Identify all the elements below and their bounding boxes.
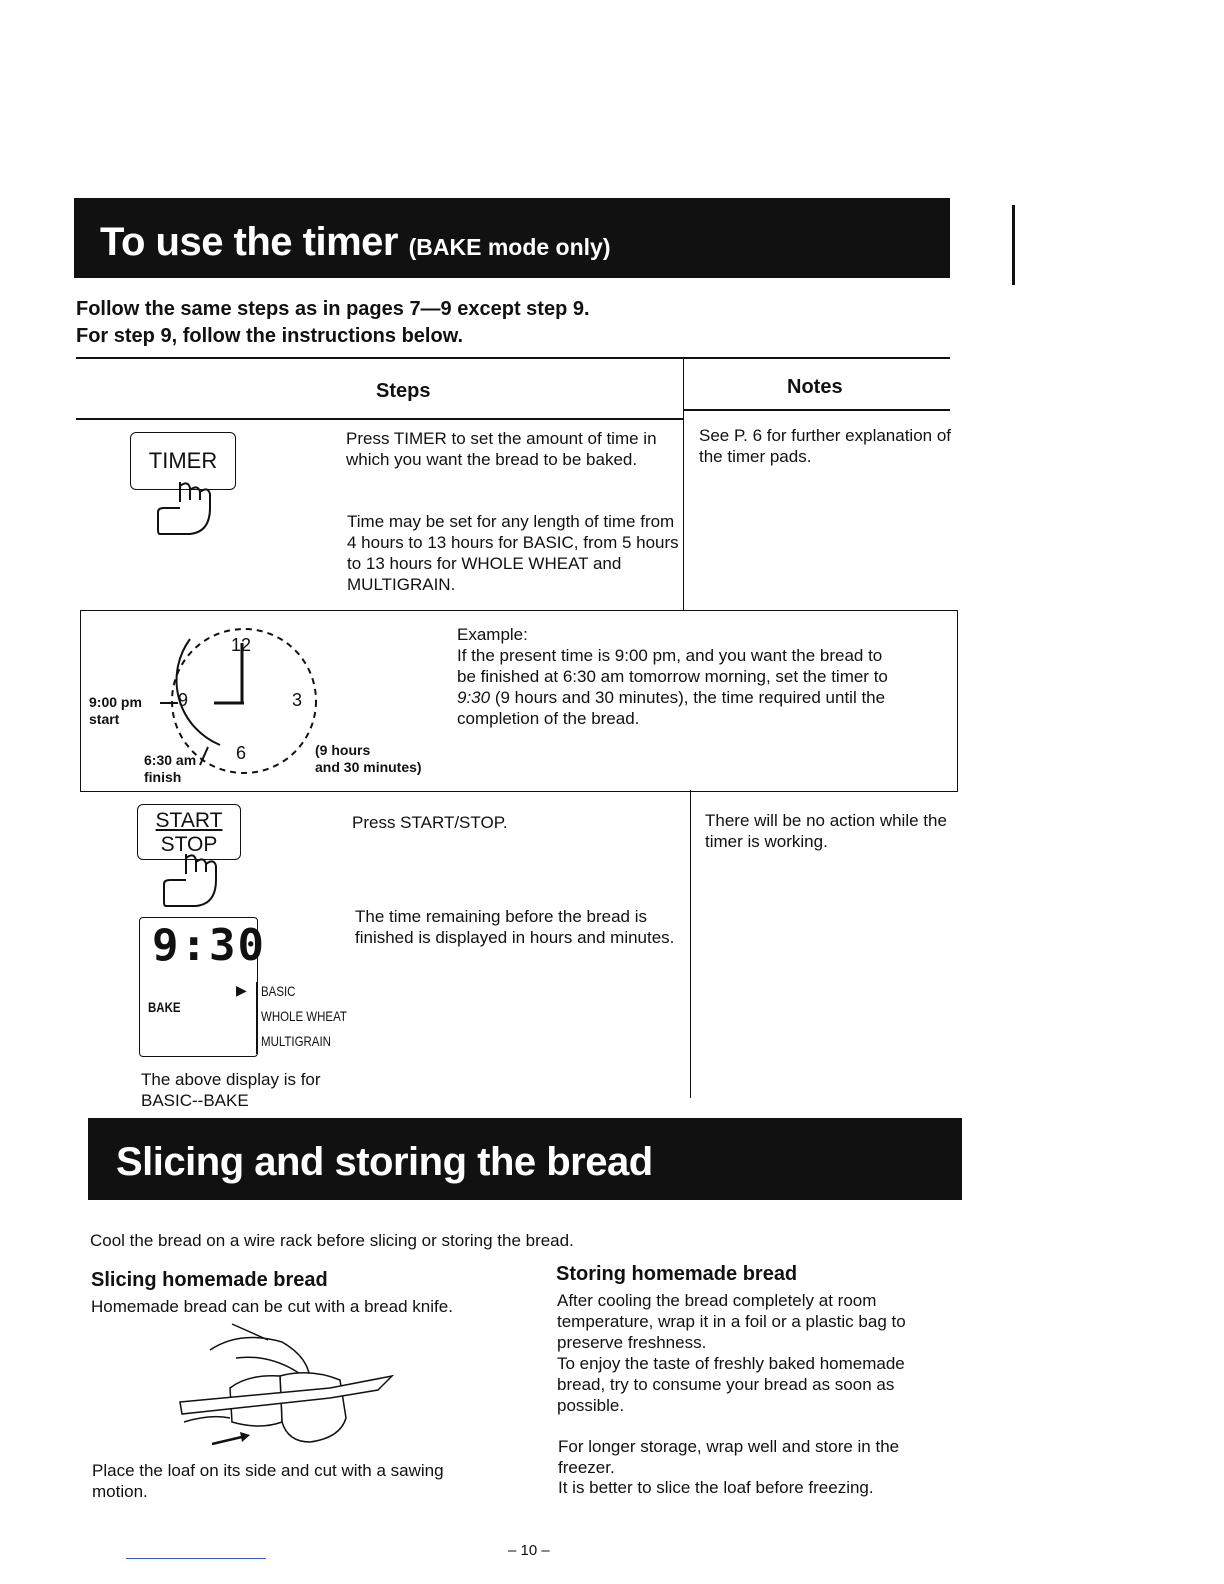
storing-text-2: To enjoy the taste of freshly baked homemade bread, try to consume your bread as soon as possible. xyxy=(557,1354,905,1415)
storing-text-4: It is better to slice the loaf before freezing. xyxy=(558,1478,874,1497)
duration-label xyxy=(315,742,422,776)
storing-heading: Storing homemade bread xyxy=(556,1263,798,1285)
slicing-section-banner xyxy=(88,1118,962,1200)
press-hand-icon-2 xyxy=(156,850,236,912)
example-heading: Example: xyxy=(457,625,528,644)
clock-3: 3 xyxy=(292,690,303,710)
start-word: start xyxy=(89,711,120,727)
footer-rule xyxy=(126,1558,266,1559)
timer-key-label: TIMER xyxy=(148,448,218,473)
lcd-menu-multigrain: MULTIGRAIN xyxy=(261,1033,331,1049)
start-step-text: Press START/STOP. xyxy=(352,813,508,832)
lcd-digits: 9:30 xyxy=(152,920,266,971)
slicing-section-title: Slicing and storing the bread xyxy=(116,1140,653,1184)
clock-9: 9 xyxy=(178,690,189,710)
lcd-menu-whole-wheat: WHOLE WHEAT xyxy=(261,1008,347,1024)
bread-knife-illustration xyxy=(170,1318,400,1453)
start-note-text: There will be no action while the timer is working. xyxy=(705,811,947,851)
example-text-part2: (9 hours and 30 minutes), the time required until the completion of the bread. xyxy=(457,688,886,728)
example-text-part1: If the present time is 9:00 pm, and you want the bread to be finished at 6:30 am tomorrow morning, set the timer to xyxy=(457,646,888,686)
timer-step-text-2: Time may be set for any length of time from 4 hours to 13 hours for BASIC, from 5 hours to 13 hours for WHOLE WHEAT and MULTIGRAIN. xyxy=(347,512,679,594)
intro-line-2: For step 9, follow the instructions below. xyxy=(76,325,464,347)
notes-header-rule xyxy=(684,409,950,411)
storing-text-1: After cooling the bread completely at room temperature, wrap it in a foil or a plastic bag to preserve freshness. xyxy=(557,1291,906,1352)
slicing-caption: Place the loaf on its side and cut with a sawing motion. xyxy=(92,1461,444,1501)
finish-word: finish xyxy=(144,769,182,785)
finish-pointer xyxy=(200,747,208,765)
steps-header: Steps xyxy=(376,380,431,402)
start-time-label xyxy=(89,694,142,728)
example-text-italic: 9:30 xyxy=(457,688,491,707)
lcd-indicator-icon: ▶ xyxy=(236,982,247,998)
timer-note-text: See P. 6 for further explanation of the timer pads. xyxy=(699,426,952,466)
clock-6: 6 xyxy=(236,743,247,763)
timer-step-text-1: Press TIMER to set the amount of time in which you want the bread to be baked. xyxy=(346,429,657,469)
lcd-mode: BAKE xyxy=(148,999,181,1015)
press-hand-icon xyxy=(150,478,230,540)
lcd-display xyxy=(139,917,266,1057)
clock-12: 12 xyxy=(231,635,252,655)
display-caption-2: BASIC--BAKE xyxy=(141,1091,249,1110)
table-top-rule xyxy=(76,357,950,359)
stop-key-label: STOP xyxy=(160,833,218,856)
notes-header: Notes xyxy=(787,376,843,398)
slicing-heading: Slicing homemade bread xyxy=(91,1269,328,1291)
timer-section-title xyxy=(100,220,611,265)
example-paragraph xyxy=(457,645,897,729)
page-number: – 10 – xyxy=(508,1542,550,1559)
storing-text-3: For longer storage, wrap well and store in the freezer. xyxy=(558,1437,900,1477)
display-caption-1: The above display is for xyxy=(141,1070,321,1089)
timer-title-suffix: (BAKE mode only) xyxy=(408,234,611,260)
start-key-label: START xyxy=(155,809,223,832)
margin-mark xyxy=(1012,205,1015,285)
start-time: 9:00 pm xyxy=(89,694,142,710)
timer-intro xyxy=(76,296,946,350)
slicing-text: Homemade bread can be cut with a bread knife. xyxy=(91,1297,453,1316)
timer-section-banner xyxy=(74,198,950,278)
remaining-time-text: The time remaining before the bread is finished is displayed in hours and minutes. xyxy=(355,907,675,947)
lcd-menu-basic: BASIC xyxy=(261,983,296,999)
example-text xyxy=(457,624,897,729)
display-caption xyxy=(141,1069,321,1111)
slicing-intro: Cool the bread on a wire rack before slicing or storing the bread. xyxy=(90,1231,574,1250)
steps-header-rule xyxy=(76,418,684,420)
finish-time-label xyxy=(144,752,196,786)
finish-time: 6:30 am xyxy=(144,752,197,768)
intro-line-1: Follow the same steps as in pages 7—9 except step 9. xyxy=(76,298,590,320)
lcd-menu-bracket xyxy=(256,982,257,1054)
table-column-divider-2 xyxy=(690,790,691,1098)
table-column-divider xyxy=(683,359,684,611)
timer-title-text: To use the timer xyxy=(100,220,398,264)
duration-line-2: and 30 minutes) xyxy=(315,759,422,775)
duration-line-1: (9 hours xyxy=(315,742,371,758)
